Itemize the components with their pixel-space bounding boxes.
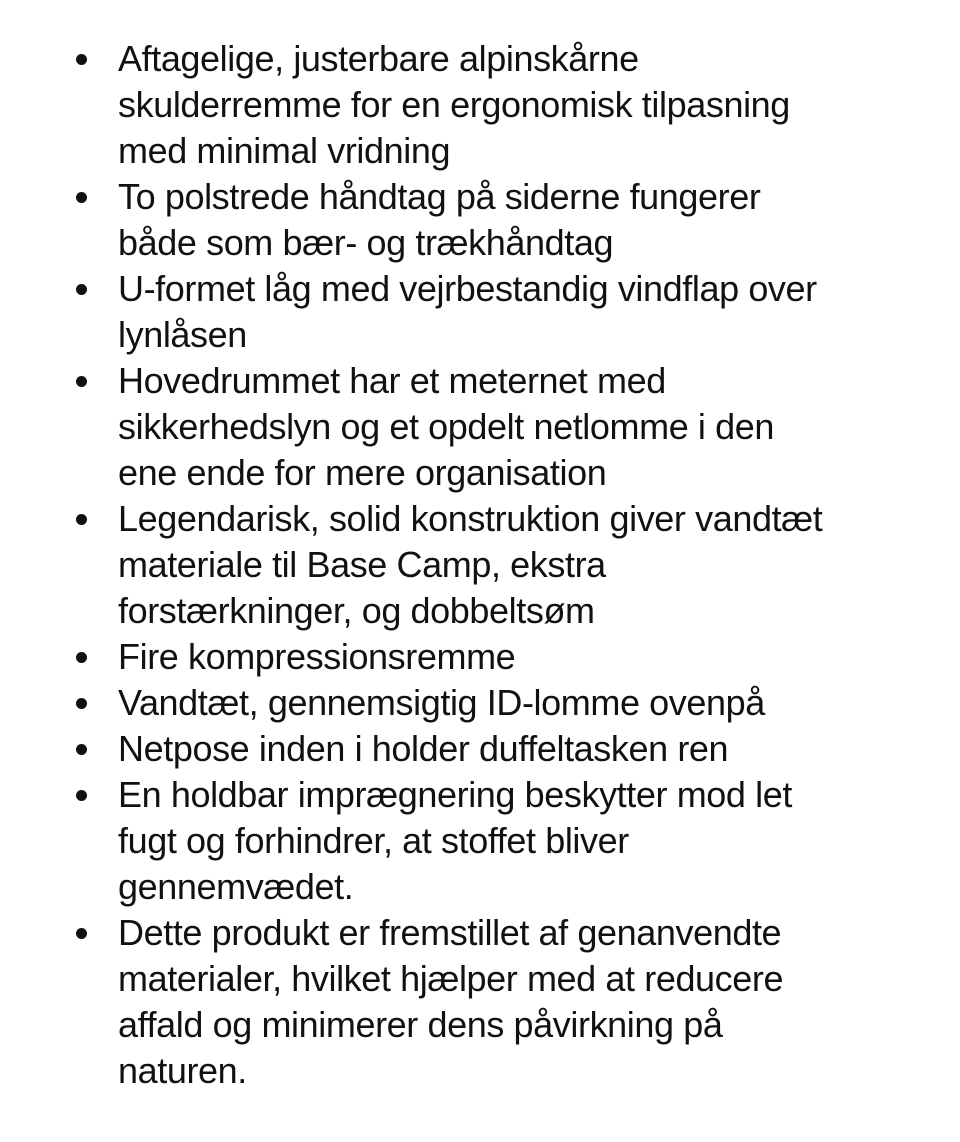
list-item-text-line: materiale til Base Camp, ekstra	[118, 544, 606, 585]
list-item-text-line: skulderremme for en ergonomisk tilpasning	[118, 84, 790, 125]
list-item-text-line: lynlåsen	[118, 314, 247, 355]
list-item-text-line: ene ende for mere organisation	[118, 452, 607, 493]
list-item	[0, 358, 960, 496]
list-item-text-line: Fire kompressionsremme	[118, 636, 516, 677]
list-item-text-line: U-formet låg med vejrbestandig vindflap over	[118, 268, 817, 309]
bullet-icon	[76, 698, 87, 709]
bullet-icon	[76, 790, 87, 801]
list-item-text-line: affald og minimerer dens påvirkning på	[118, 1004, 723, 1045]
list-item	[0, 772, 960, 910]
list-item-text-line: Hovedrummet har et meternet med	[118, 360, 666, 401]
list-item-text-line: naturen.	[118, 1050, 247, 1091]
list-item-text-line: En holdbar imprægnering beskytter mod let	[118, 774, 792, 815]
list-item	[0, 634, 960, 680]
list-item-text-line: Legendarisk, solid konstruktion giver vandtæt	[118, 498, 823, 539]
list-item-text-line: både som bær- og trækhåndtag	[118, 222, 614, 263]
list-item-text-line: med minimal vridning	[118, 130, 451, 171]
list-item-text-line: materialer, hvilket hjælper med at reducere	[118, 958, 784, 999]
feature-list	[0, 36, 960, 1094]
list-item	[0, 910, 960, 1094]
list-item-text-line: Dette produkt er fremstillet af genanvendte	[118, 912, 782, 953]
bullet-icon	[76, 376, 87, 387]
list-item	[0, 496, 960, 634]
bullet-icon	[76, 744, 87, 755]
list-item	[0, 266, 960, 358]
list-item	[0, 726, 960, 772]
bullet-icon	[76, 514, 87, 525]
bullet-icon	[76, 928, 87, 939]
list-item-text-line: Netpose inden i holder duffeltasken ren	[118, 728, 729, 769]
bullet-icon	[76, 284, 87, 295]
list-item	[0, 680, 960, 726]
list-item	[0, 174, 960, 266]
list-item-text-line: Vandtæt, gennemsigtig ID-lomme ovenpå	[118, 682, 765, 723]
list-item	[0, 36, 960, 174]
list-item-text-line: Aftagelige, justerbare alpinskårne	[118, 38, 639, 79]
list-item-text-line: sikkerhedslyn og et opdelt netlomme i den	[118, 406, 774, 447]
list-item-text-line: gennemvædet.	[118, 866, 354, 907]
list-item-text-line: forstærkninger, og dobbeltsøm	[118, 590, 595, 631]
list-item-text-line: To polstrede håndtag på siderne fungerer	[118, 176, 761, 217]
bullet-icon	[76, 652, 87, 663]
bullet-icon	[76, 54, 87, 65]
bullet-icon	[76, 192, 87, 203]
list-item-text-line: fugt og forhindrer, at stoffet bliver	[118, 820, 629, 861]
